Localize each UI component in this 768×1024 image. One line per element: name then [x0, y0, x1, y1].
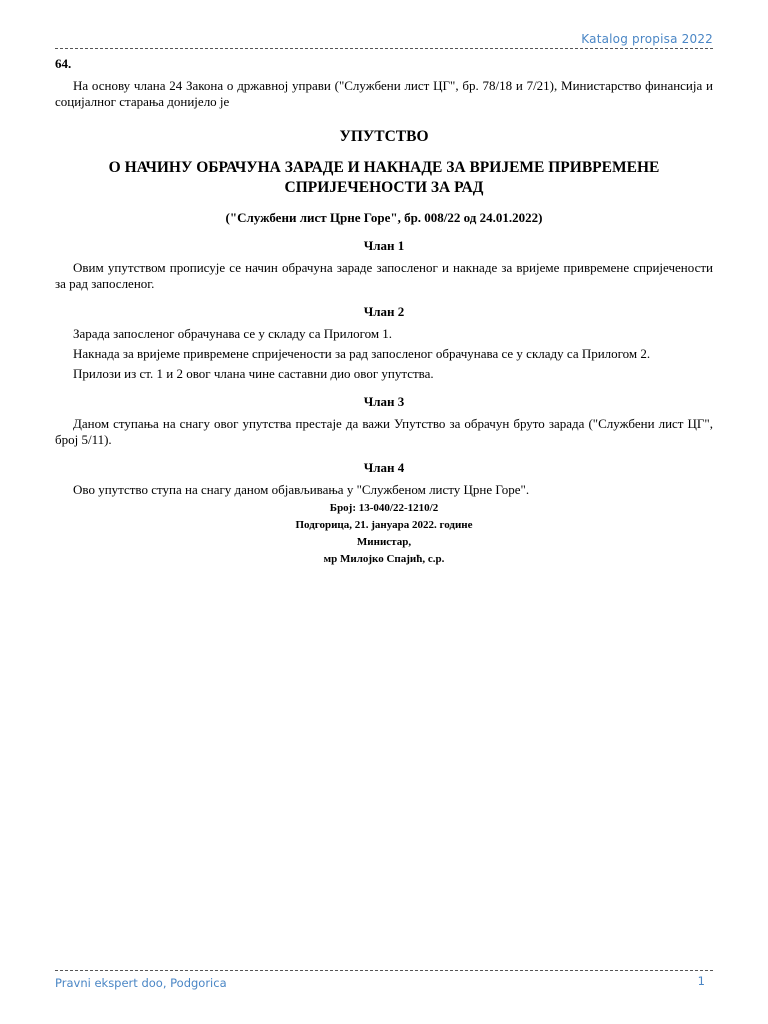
- article-2-heading: Члан 2: [363, 304, 405, 319]
- document-subtitle: О НАЧИНУ ОБРАЧУНА ЗАРАДЕ И НАКНАДЕ ЗА ВРИЈЕМЕ ПРИВРЕМЕНЕ СПРИЈЕЧЕНОСТИ ЗА РАД: [108, 159, 660, 196]
- document-title: УПУТСТВО: [339, 128, 429, 145]
- document-number: 64.: [55, 56, 72, 71]
- page-header: [55, 30, 713, 49]
- article-4-heading: Члан 4: [363, 460, 405, 475]
- article-2-paragraph-2: Накнада за вријеме привремене спријечености за рад запосленог обрачунава се у складу са Прилогом 2.: [73, 346, 651, 361]
- article-3-heading: Члан 3: [363, 394, 405, 409]
- article-2-paragraph-3: Прилози из ст. 1 и 2 овог члана чине саставни дио овог упутства.: [73, 366, 434, 381]
- signatory-name: мр Милојко Спајић, с.р.: [323, 553, 445, 565]
- article-1-heading: Члан 1: [363, 238, 405, 253]
- gazette-reference: ("Службени лист Црне Горе", бр. 008/22 од 24.01.2022): [225, 210, 543, 225]
- article-1-paragraph-1: Овим упутством прописује се начин обрачуна зараде запосленог и накнаде за вријеме привремене спријечености за рад запосленог.: [55, 260, 713, 291]
- article-4-paragraph-1: Ово упутство ступа на снагу даном објављивања у "Службеном листу Црне Горе".: [73, 482, 530, 497]
- document-body: [55, 56, 713, 568]
- page-footer: [55, 970, 713, 992]
- place-date: Подгорица, 21. јануара 2022. године: [295, 519, 473, 531]
- catalog-title: Katalog propisa 2022: [581, 32, 713, 46]
- intro-paragraph: На основу члана 24 Закона о државној управи ("Службени лист ЦГ", бр. 78/18 и 7/21), Министарство финансија и социјалног старања донијело је: [55, 78, 713, 109]
- page-number: 1: [697, 974, 705, 988]
- article-3-paragraph-1: Даном ступања на снагу овог упутства престаје да важи Упутство за обрачун бруто зарада ("Службени лист ЦГ", број 5/11).: [55, 416, 713, 447]
- reference-number: Број: 13-040/22-1210/2: [329, 502, 439, 514]
- footer-company: Pravni ekspert doo, Podgorica: [55, 976, 227, 990]
- signatory-role: Министар,: [356, 536, 412, 548]
- article-2-paragraph-1: Зарада запосленог обрачунава се у складу са Прилогом 1.: [73, 326, 393, 341]
